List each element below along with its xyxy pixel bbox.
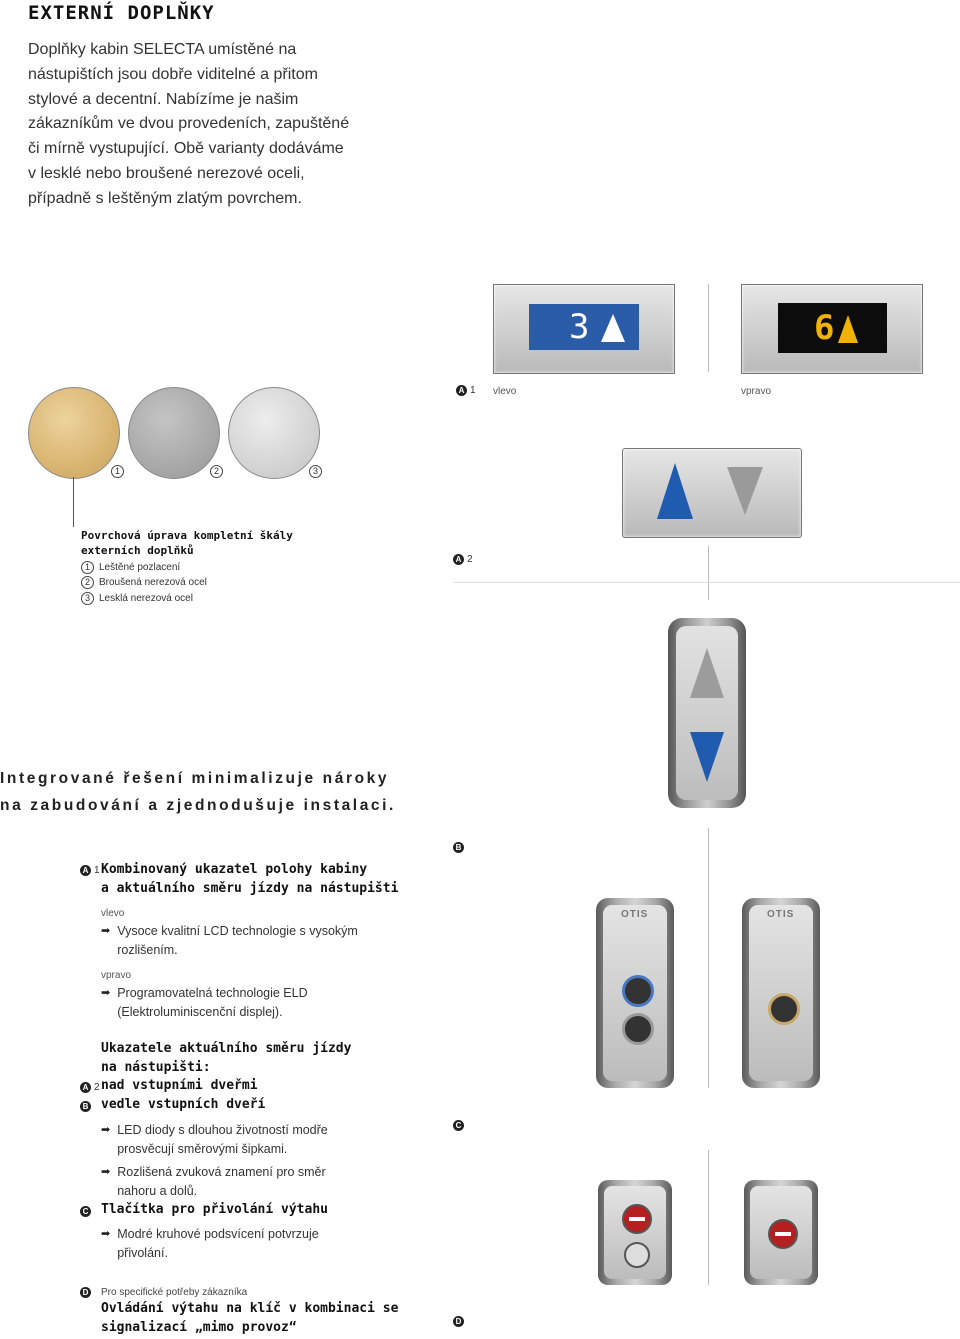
- down-arrow-grey-icon: [727, 467, 763, 515]
- position-indicator-eld: [741, 284, 923, 374]
- divider-line: [708, 828, 709, 1088]
- intro-line: zákazníkům ve dvou provedeních, zapuštěné: [28, 115, 350, 133]
- bullet-line: přivolání.: [117, 1245, 168, 1260]
- legend-title: [81, 528, 293, 558]
- figure-label-a1: [456, 385, 476, 396]
- caption-right-label: vpravo: [101, 970, 132, 981]
- arrow-icon: ➡: [101, 987, 111, 999]
- badge-b: B: [453, 842, 464, 853]
- caption-indicators-heading: [101, 1040, 351, 1114]
- label-left: vlevo: [493, 386, 517, 397]
- legend-number: 3: [81, 592, 94, 605]
- brand-logo: OTIS: [621, 909, 649, 920]
- lcd-floor-digit: 3: [569, 307, 590, 347]
- legend-text: Lesklá nerezová ocel: [99, 593, 193, 604]
- caption-bullet: [101, 1225, 319, 1262]
- intro-paragraph: [28, 38, 388, 212]
- caption-d-heading: [101, 1300, 398, 1337]
- bullet-line: (Elektroluminiscenční displej).: [117, 1004, 283, 1019]
- indicator-face: [676, 626, 738, 800]
- bullet-line: nahoru a dolů.: [117, 1183, 198, 1198]
- figure-label-a2: [453, 554, 473, 565]
- arrow-icon: ➡: [101, 1228, 111, 1240]
- caption-heading-line: Kombinovaný ukazatel polohy kabiny: [101, 862, 368, 877]
- intro-line: Doplňky kabin SELECTA umístěné na: [28, 41, 297, 58]
- call-button[interactable]: [768, 993, 800, 1025]
- caption-bullet: [101, 1163, 326, 1200]
- position-indicator-lcd: [493, 284, 675, 374]
- arrow-icon: ➡: [101, 925, 111, 937]
- caption-label-a1: [80, 865, 100, 876]
- lcd-screen: [529, 304, 639, 350]
- bullet-line: prosvěcují směrovými šipkami.: [117, 1141, 288, 1156]
- key-switch[interactable]: [624, 1242, 650, 1268]
- caption-bullet: [101, 1121, 328, 1158]
- figure-number: 1: [470, 385, 476, 396]
- label-right: vpravo: [741, 386, 772, 397]
- legend-number: 1: [81, 561, 94, 574]
- figure-number: 2: [467, 554, 473, 565]
- bullet-line: Programovatelná technologie ELD: [117, 986, 308, 1000]
- swatch-number: 1: [111, 465, 124, 478]
- swatch-gold: [28, 387, 120, 479]
- swatch-number: 3: [309, 465, 322, 478]
- badge-d: D: [80, 1287, 91, 1298]
- badge-d: D: [453, 1316, 464, 1327]
- caption-heading-line: signalizací „mimo provoz“: [101, 1319, 297, 1335]
- legend-item: [81, 576, 207, 589]
- panel-face: [603, 905, 667, 1081]
- call-button-up[interactable]: [622, 975, 654, 1007]
- divider-line: [708, 284, 709, 372]
- badge-a: A: [456, 385, 467, 396]
- panel-face: [750, 1186, 812, 1279]
- eld-floor-digit: 6: [814, 308, 835, 348]
- legend-text: Broušená nerezová ocel: [99, 577, 207, 588]
- caption-left-label: vlevo: [101, 908, 125, 919]
- bullet-line: LED diody s dlouhou životností modře: [117, 1123, 328, 1137]
- brand-logo: OTIS: [767, 909, 795, 920]
- badge-c: C: [80, 1206, 91, 1217]
- call-button-down[interactable]: [622, 1013, 654, 1045]
- caption-bullet: [101, 922, 358, 959]
- up-arrow-blue-icon: [657, 463, 693, 519]
- caption-heading-line: vedle vstupních dveří: [101, 1096, 266, 1112]
- page-title: EXTERNÍ DOPLŇKY: [28, 2, 215, 24]
- up-arrow-grey-icon: [690, 648, 724, 698]
- legend-item: [81, 561, 180, 574]
- legend-item: [81, 592, 193, 605]
- bullet-line: Vysoce kvalitní LCD technologie s vysokým: [117, 924, 358, 938]
- bullet-line: Modré kruhové podsvícení potvrzuje: [117, 1227, 319, 1241]
- out-of-service-indicator: [622, 1204, 652, 1234]
- caption-heading-line: a aktuálního směru jízdy na nástupišti: [101, 880, 399, 896]
- caption-label-a2: [80, 1082, 100, 1093]
- caption-heading-line: Ukazatele aktuálního směru jízdy: [101, 1041, 352, 1056]
- key-switch-panel: [598, 1180, 672, 1285]
- figure-number: 1: [94, 865, 100, 876]
- eld-screen: [778, 303, 887, 353]
- caption-heading-line: nad vstupními dveřmi: [101, 1078, 258, 1093]
- arrow-icon: ➡: [101, 1124, 111, 1136]
- legend-text: Leštěné pozlacení: [99, 562, 181, 573]
- caption-heading-line: Ovládání výtahu na klíč v kombinaci se: [101, 1301, 399, 1316]
- caption-c-heading: Tlačítka pro přivolání výtahu: [101, 1202, 328, 1217]
- figure-number: 2: [94, 1082, 100, 1093]
- intro-line: případně s leštěným zlatým povrchem.: [28, 189, 302, 207]
- caption-d-label: Pro specifické potřeby zákazníka: [101, 1287, 248, 1298]
- down-arrow-blue-icon: [690, 732, 724, 782]
- arrow-icon: ➡: [101, 1166, 111, 1178]
- direction-indicator-a2: [622, 448, 802, 538]
- swatch-number: 2: [210, 465, 223, 478]
- tagline: [0, 765, 396, 819]
- badge-a: A: [453, 554, 464, 565]
- intro-line: či mírně vystupující. Obě varianty dodáváme: [28, 140, 344, 158]
- caption-heading-line: na nástupišti:: [101, 1059, 211, 1075]
- call-panel-one-button: [742, 898, 820, 1088]
- badge-a: A: [80, 1082, 91, 1093]
- tagline-line: Integrované řešení minimalizuje nároky: [0, 770, 390, 787]
- eld-up-arrow-icon: [838, 315, 858, 343]
- intro-line: v lesklé nebo broušené nerezové oceli,: [28, 164, 305, 182]
- legend-title-line: Povrchová úprava kompletní škály: [81, 529, 293, 542]
- swatch-pointer-line: [73, 477, 74, 527]
- intro-line: stylové a decentní. Nabízíme je našim: [28, 90, 299, 108]
- tagline-line: na zabudování a zjednodušuje instalaci.: [0, 797, 396, 814]
- panel-face: [604, 1186, 666, 1279]
- caption-a1-heading: [101, 861, 398, 898]
- legend-title-line: externích doplňků: [81, 544, 194, 557]
- panel-face: [749, 905, 813, 1081]
- divider-line: [708, 1150, 709, 1285]
- bullet-line: Rozlišená zvuková znamení pro směr: [117, 1165, 326, 1179]
- badge-c: C: [453, 1120, 464, 1131]
- call-panel-two-buttons: [596, 898, 674, 1088]
- lcd-up-arrow-icon: [601, 314, 625, 342]
- bullet-line: rozlišením.: [117, 942, 178, 957]
- out-of-service-panel: [744, 1180, 818, 1285]
- intro-line: nástupištích jsou dobře viditelné a přitom: [28, 65, 318, 83]
- caption-bullet: [101, 984, 308, 1021]
- direction-indicator-b: [668, 618, 746, 808]
- divider-line: [454, 582, 960, 583]
- out-of-service-indicator: [768, 1219, 798, 1249]
- divider-line: [708, 546, 709, 600]
- badge-a: A: [80, 865, 91, 876]
- swatch-brushed-steel: [128, 387, 220, 479]
- swatch-polished-steel: [228, 387, 320, 479]
- legend-number: 2: [81, 576, 94, 589]
- badge-b: B: [80, 1101, 91, 1112]
